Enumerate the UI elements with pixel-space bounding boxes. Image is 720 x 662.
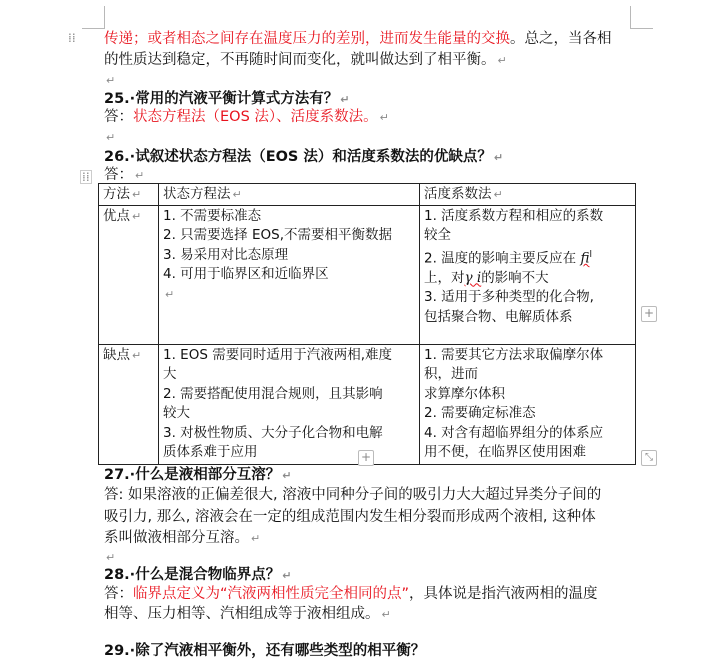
intro-black-text: 。总之，当各相	[510, 31, 612, 47]
list-item: 2. 需要确定标准态	[424, 405, 536, 421]
list-item: 1. 活度系数方程和相应的系数	[424, 207, 604, 224]
header-activity: 活度系数法 ↵	[420, 184, 636, 206]
list-item: 求算摩尔体积	[424, 385, 505, 402]
list-item: 2. 只需要选择 EOS,不需要相平衡数据	[163, 227, 392, 243]
paragraph-mark-icon: ↵	[106, 74, 116, 87]
top-left-corner-guide	[82, 6, 105, 29]
list-item: 1. 需要其它方法求取偏摩尔体	[424, 346, 604, 363]
q27-answer-text: 系叫做液相部分互溶。	[104, 530, 249, 546]
list-item: 2. 需要搭配使用混合规则，且其影响	[163, 385, 383, 402]
intro-line-1	[104, 28, 634, 50]
pros-eos-cell	[159, 205, 420, 344]
table-drag-handle-icon[interactable]: ⁞⁞	[82, 170, 90, 184]
q28-answer-line-1	[104, 583, 634, 605]
intro-red-text: 传递；或者相态之间存在温度压力的差别，进而发生能量的交换	[104, 31, 510, 47]
q28-answer-line-2	[104, 603, 634, 626]
paragraph-mark-icon: ↵	[340, 93, 350, 106]
cons-activity-cell	[420, 344, 636, 464]
gamma-symbol: γ i	[464, 269, 482, 286]
header-eos: 状态方程法 ↵	[159, 184, 420, 206]
list-item: 上，对γ i的影响不大	[424, 269, 549, 286]
q27-answer-line-2	[104, 506, 634, 528]
paragraph-mark-icon: ↵	[165, 287, 175, 301]
paragraph-mark-icon: ↵	[493, 151, 504, 164]
table-row-cons	[99, 344, 636, 464]
fi-symbol: fi	[580, 250, 590, 266]
list-item: 较全	[424, 227, 451, 243]
pros-activity-cell	[420, 205, 636, 344]
list-item: 3. 对极性物质、大分子化合物和电解	[163, 424, 383, 441]
table-resize-handle-icon[interactable]: ⤡	[641, 450, 657, 466]
paragraph-mark-icon: ↵	[282, 569, 292, 582]
q28-question: 28.·什么是混合物临界点？	[104, 567, 281, 583]
q25-question: 25.·常用的汽液平衡计算式方法有？	[104, 91, 339, 107]
q26-answer-prefix: 答：	[104, 167, 133, 183]
add-row-button[interactable]: +	[358, 450, 374, 466]
intro-line-2-text: 的性质达到稳定，不再随时间而变化，就叫做达到了相平衡。	[104, 52, 496, 68]
list-item: 4. 对含有超临界组分的体系应	[424, 424, 604, 441]
q25-answer-text: 状态方程法（EOS 法）、活度系数法。	[133, 109, 378, 125]
q29-question: 29.·除了汽液相平衡外，还有哪些类型的相平衡？	[104, 643, 426, 659]
list-item: 1. EOS 需要同时适用于汽液两相,难度	[163, 346, 392, 363]
q26-question: 26.·试叙述状态方程法（EOS 法）和活度系数法的优缺点？	[104, 149, 492, 165]
paragraph-drag-handle-icon[interactable]: ⁞⁞	[68, 31, 76, 45]
list-item: 1. 不需要标准态	[163, 207, 262, 224]
list-item: 3. 易采用对比态原理	[163, 246, 289, 263]
list-item: 4. 可用于临界区和近临界区	[163, 266, 329, 282]
list-item: 包括聚合物、电解质体系	[424, 308, 573, 325]
header-method: 方法 ↵	[99, 184, 159, 206]
list-item: 用不便，在临界区使用困难	[424, 444, 586, 460]
list-item: 2. 温度的影响主要反应在 $fi^l$	[424, 249, 592, 266]
add-column-button[interactable]: +	[641, 306, 657, 322]
q27-answer-line-1	[104, 484, 634, 506]
q28-answer-prefix: 答：	[104, 586, 133, 602]
paragraph-mark-icon: ↵	[251, 532, 261, 545]
list-item: 较大	[163, 405, 190, 421]
list-item: 大	[163, 366, 177, 382]
list-item: 积，进而	[424, 366, 478, 382]
q28-answer-red: 临界点定义为“汽液两相性质完全相同的点”	[133, 586, 410, 602]
paragraph-mark-icon: ↵	[135, 169, 145, 182]
cons-eos-cell	[159, 344, 420, 464]
q27-answer-text: 吸引力, 那么, 溶液会在一定的组成范围内发生相分裂而形成两个液相, 这种体	[104, 509, 596, 525]
paragraph-mark-icon: ↵	[106, 551, 116, 564]
paragraph-mark-icon: ↵	[379, 111, 389, 124]
list-item: 质体系难于应用	[163, 444, 258, 460]
top-right-corner-guide	[630, 6, 653, 29]
q27-answer-text: 答: 如果溶液的正偏差很大, 溶液中同种分子间的吸引力大大超过异类分子间的	[104, 487, 602, 503]
cons-label: 缺点 ↵	[99, 344, 159, 464]
q28-answer-text: 相等、压力相等、汽相组成等于液相组成。	[104, 606, 380, 622]
q28-answer-rest: ，具体说是指汽液两相的温度	[409, 586, 598, 602]
paragraph-mark-icon: ↵	[497, 54, 507, 67]
pros-label: 优点 ↵	[99, 205, 159, 344]
comparison-table	[98, 183, 636, 465]
paragraph-mark-icon: ↵	[106, 131, 116, 144]
paragraph-mark-icon: ↵	[381, 608, 391, 621]
paragraph-mark-icon: ↵	[282, 469, 292, 482]
q29-heading	[104, 640, 634, 662]
q27-question: 27.·什么是液相部分互溶？	[104, 467, 281, 483]
table-row-pros	[99, 205, 636, 344]
table-header-row	[99, 184, 636, 206]
list-item: 3. 适用于多种类型的化合物,	[424, 289, 594, 305]
q25-answer-prefix: 答：	[104, 109, 133, 125]
